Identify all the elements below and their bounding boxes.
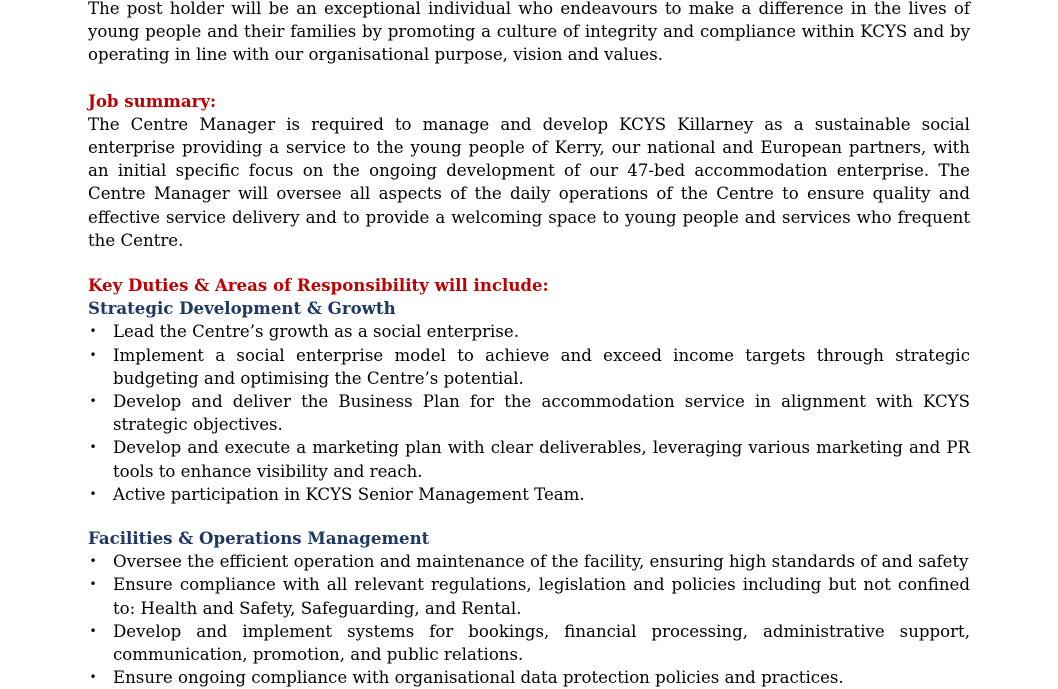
- list-item: [88, 344, 970, 390]
- list-item: [88, 483, 970, 506]
- list-item: [88, 390, 970, 436]
- bullet-icon: •: [89, 347, 97, 362]
- list-item: [88, 320, 970, 343]
- job-summary-paragraph: The Centre Manager is required to manage and develop KCYS Killarney as a sustainable social enterprise providing a service to the young people of Kerry, our national and European partners, with an initial specific focus on the ongoing development of our 47-bed accommodation enterprise. The Centre Manager will oversee all aspects of the daily operations of the Centre to ensure quality and effective service delivery and to provide a welcoming space to young people and services who frequent the Centre.: [88, 114, 970, 250]
- list-item-text: Implement a social enterprise model to achieve and exceed income targets through strategic budgeting and optimising the Centre’s potential.: [113, 345, 970, 388]
- document-page: [88, 0, 970, 689]
- list-item: [88, 573, 970, 619]
- list-item: [88, 620, 970, 666]
- list-item-text: Develop and deliver the Business Plan for the accommodation service in alignment with KCYS strategic objectives.: [113, 392, 970, 435]
- bullet-icon: •: [89, 486, 97, 501]
- list-item-text: Oversee the efficient operation and maintenance of the facility, ensuring high standards of and safety: [113, 552, 969, 572]
- job-summary-heading: Job summary:: [88, 90, 217, 111]
- list-item-text: Ensure compliance with all relevant regulations, legislation and policies including but not confined to: Health and Safety, Safeguarding, and Rental.: [113, 575, 970, 618]
- list-item: [88, 436, 970, 482]
- bullet-icon: •: [89, 623, 97, 638]
- intro-paragraph: The post holder will be an exceptional individual who endeavours to make a difference in the lives of young people and their families by promoting a culture of integrity and compliance within KCYS and by operating in line with our organisational purpose, vision and values.: [88, 0, 970, 65]
- bullet-icon: •: [89, 577, 97, 592]
- list-item-text: Active participation in KCYS Senior Management Team.: [113, 484, 585, 504]
- list-item: [88, 666, 970, 689]
- list-item-text: Ensure ongoing compliance with organisational data protection policies and practices.: [113, 668, 844, 688]
- strategic-development-list: [88, 320, 970, 506]
- bullet-icon: •: [89, 394, 97, 409]
- list-item-text: Lead the Centre’s growth as a social enterprise.: [113, 322, 519, 342]
- section-title-strategic-development: Strategic Development & Growth: [88, 298, 396, 319]
- section-title-facilities-operations: Facilities & Operations Management: [88, 528, 430, 549]
- facilities-operations-list: [88, 550, 970, 689]
- list-item-text: Develop and execute a marketing plan with clear deliverables, leveraging various marketing and PR tools to enhance visibility and reach.: [113, 438, 970, 481]
- bullet-icon: •: [89, 554, 97, 569]
- list-item-text: Develop and implement systems for bookings, financial processing, administrative support, communication, promotion, and public relations.: [113, 621, 970, 665]
- list-item: [88, 550, 970, 573]
- bullet-icon: •: [89, 670, 97, 685]
- key-duties-heading: Key Duties & Areas of Responsibility will include:: [88, 275, 549, 296]
- bullet-icon: •: [89, 324, 97, 339]
- bullet-icon: •: [89, 440, 97, 455]
